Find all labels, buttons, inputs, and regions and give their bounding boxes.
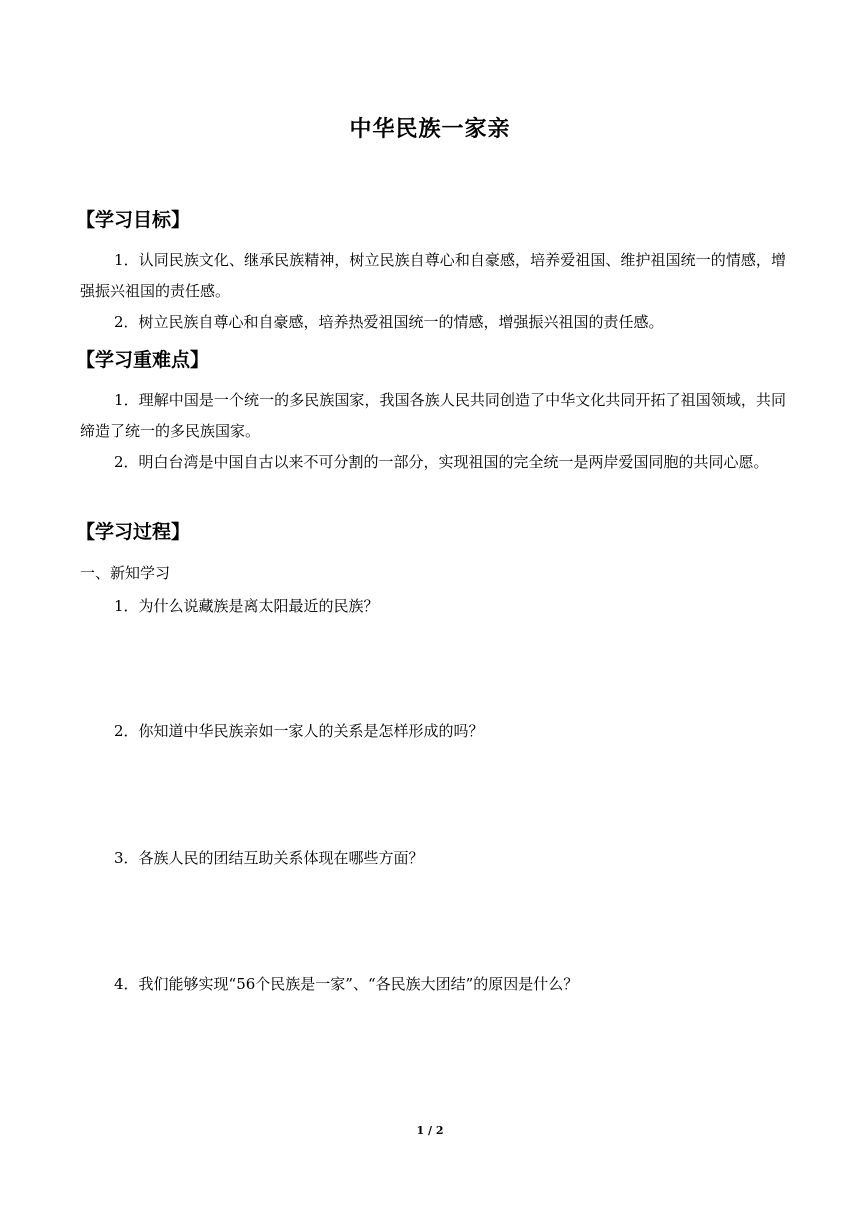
question-3: 3．各族人民的团结互助关系体现在哪些方面？	[114, 849, 424, 867]
key-points-heading: 【学习重难点】	[76, 349, 210, 371]
question-4: 4．我们能够实现“56个民族是一家”、“各民族大团结”的原因是什么？	[114, 975, 579, 993]
question-1: 1．为什么说藏族是离太阳最近的民族？	[114, 597, 379, 615]
objective-item-2: 2．树立民族自尊心和自豪感，培养热爱祖国统一的情感，增强振兴祖国的责任感。	[114, 313, 664, 331]
key-point-item-2: 2．明白台湾是中国自古以来不可分割的一部分，实现祖国的完全统一是两岸爱国同胞的共同心愿。	[114, 453, 769, 471]
page-indicator: 1 / 2	[416, 1124, 444, 1137]
objectives-heading: 【学习目标】	[76, 209, 191, 231]
process-heading: 【学习过程】	[76, 521, 191, 543]
objective-item-1: 1．认同民族文化、继承民族精神，树立民族自尊心和自豪感，培养爱祖国、维护祖国统一的情感，增强振兴祖国的责任感。	[80, 251, 786, 300]
page-title: 中华民族一家亲	[349, 116, 511, 142]
key-point-item-1: 1．理解中国是一个统一的多民族国家，我国各族人民共同创造了中华文化共同开拓了祖国领域，共同缔造了统一的多民族国家。	[80, 391, 786, 440]
question-2: 2．你知道中华民族亲如一家人的关系是怎样形成的吗？	[114, 722, 484, 740]
new-knowledge-subheading: 一、新知学习	[80, 564, 171, 582]
